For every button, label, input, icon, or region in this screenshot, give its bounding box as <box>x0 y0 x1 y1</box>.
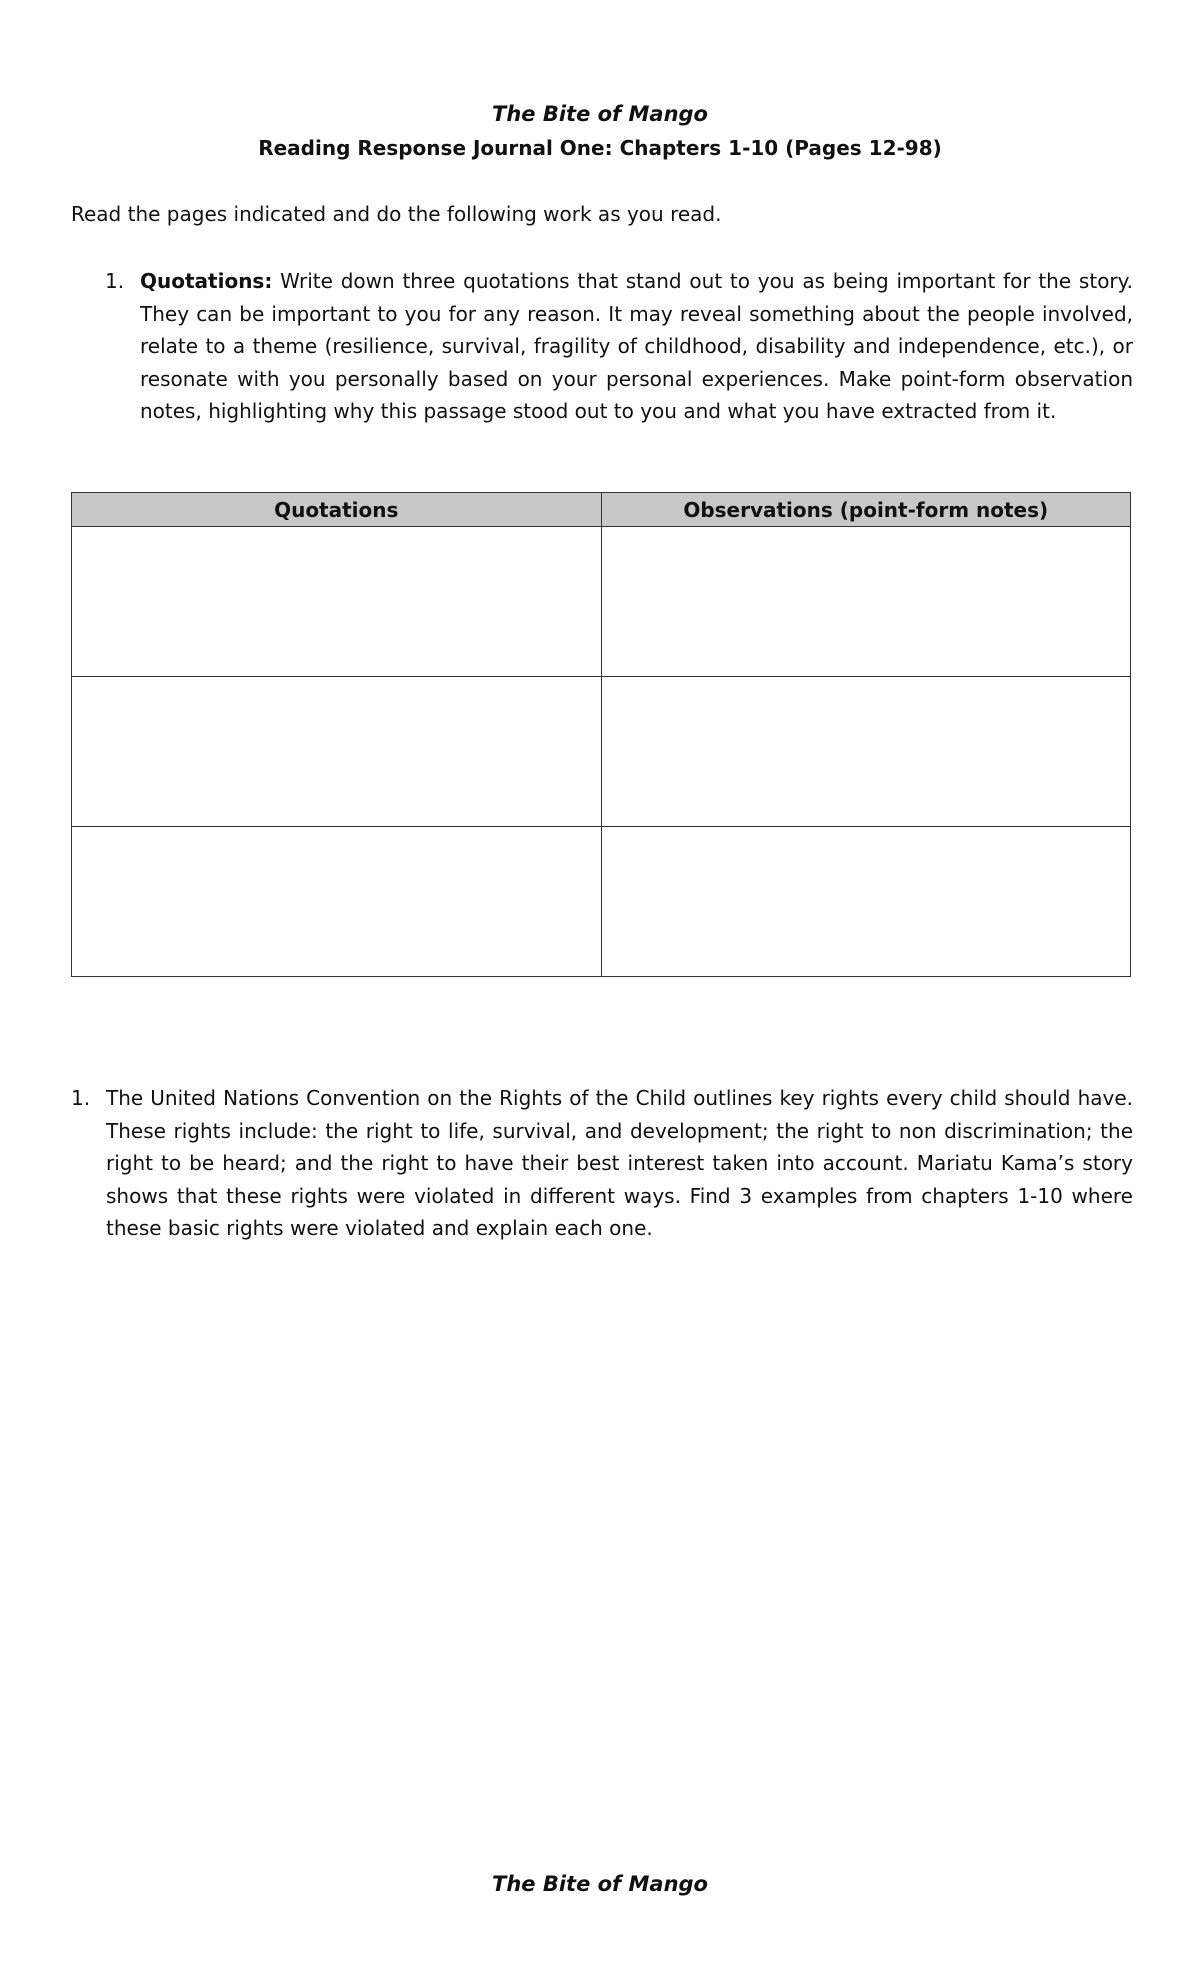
observation-cell[interactable] <box>601 527 1131 677</box>
quotations-table <box>71 492 1131 977</box>
observation-cell[interactable] <box>601 677 1131 827</box>
header-quotations: Quotations <box>72 493 602 527</box>
table-header-row <box>72 493 1131 527</box>
question-one-lead: Quotations: <box>140 269 273 293</box>
question-two <box>71 1082 1133 1245</box>
question-one-number: 1. <box>105 269 125 293</box>
question-one <box>105 265 1133 428</box>
question-two-number: 1. <box>71 1086 91 1110</box>
table-row <box>72 827 1131 977</box>
footer-title: The Bite of Mango <box>492 1872 708 1896</box>
question-one-body <box>140 265 1133 428</box>
document-title: The Bite of Mango <box>492 102 708 126</box>
intro-instructions: Read the pages indicated and do the following work as you read. <box>71 202 722 226</box>
quotation-cell[interactable] <box>72 677 602 827</box>
question-one-text: Write down three quotations that stand out to you as being important for the story. They can be important to you for any reason. It may reveal something about the people involved, relate to a theme (resilience, survival, fragility of childhood, disability and independence, etc.), or resonate with you personally based on your personal experiences. Make point-form observation notes, highlighting why this passage stood out to you and what you have extracted from it. <box>140 269 1133 423</box>
header-observations: Observations (point-form notes) <box>601 493 1131 527</box>
observation-cell[interactable] <box>601 827 1131 977</box>
question-two-text: The United Nations Convention on the Rights of the Child outlines key rights every child should have. These rights include: the right to life, survival, and development; the right to non discrimination; the right to be heard; and the right to have their best interest taken into account. Mariatu Kama’s story shows that these rights were violated in different ways. Find 3 examples from chapters 1-10 where these basic rights were violated and explain each one. <box>106 1086 1133 1240</box>
quotation-cell[interactable] <box>72 527 602 677</box>
table-row <box>72 527 1131 677</box>
document-subtitle: Reading Response Journal One: Chapters 1-10 (Pages 12-98) <box>258 136 942 160</box>
quotation-cell[interactable] <box>72 827 602 977</box>
table-row <box>72 677 1131 827</box>
